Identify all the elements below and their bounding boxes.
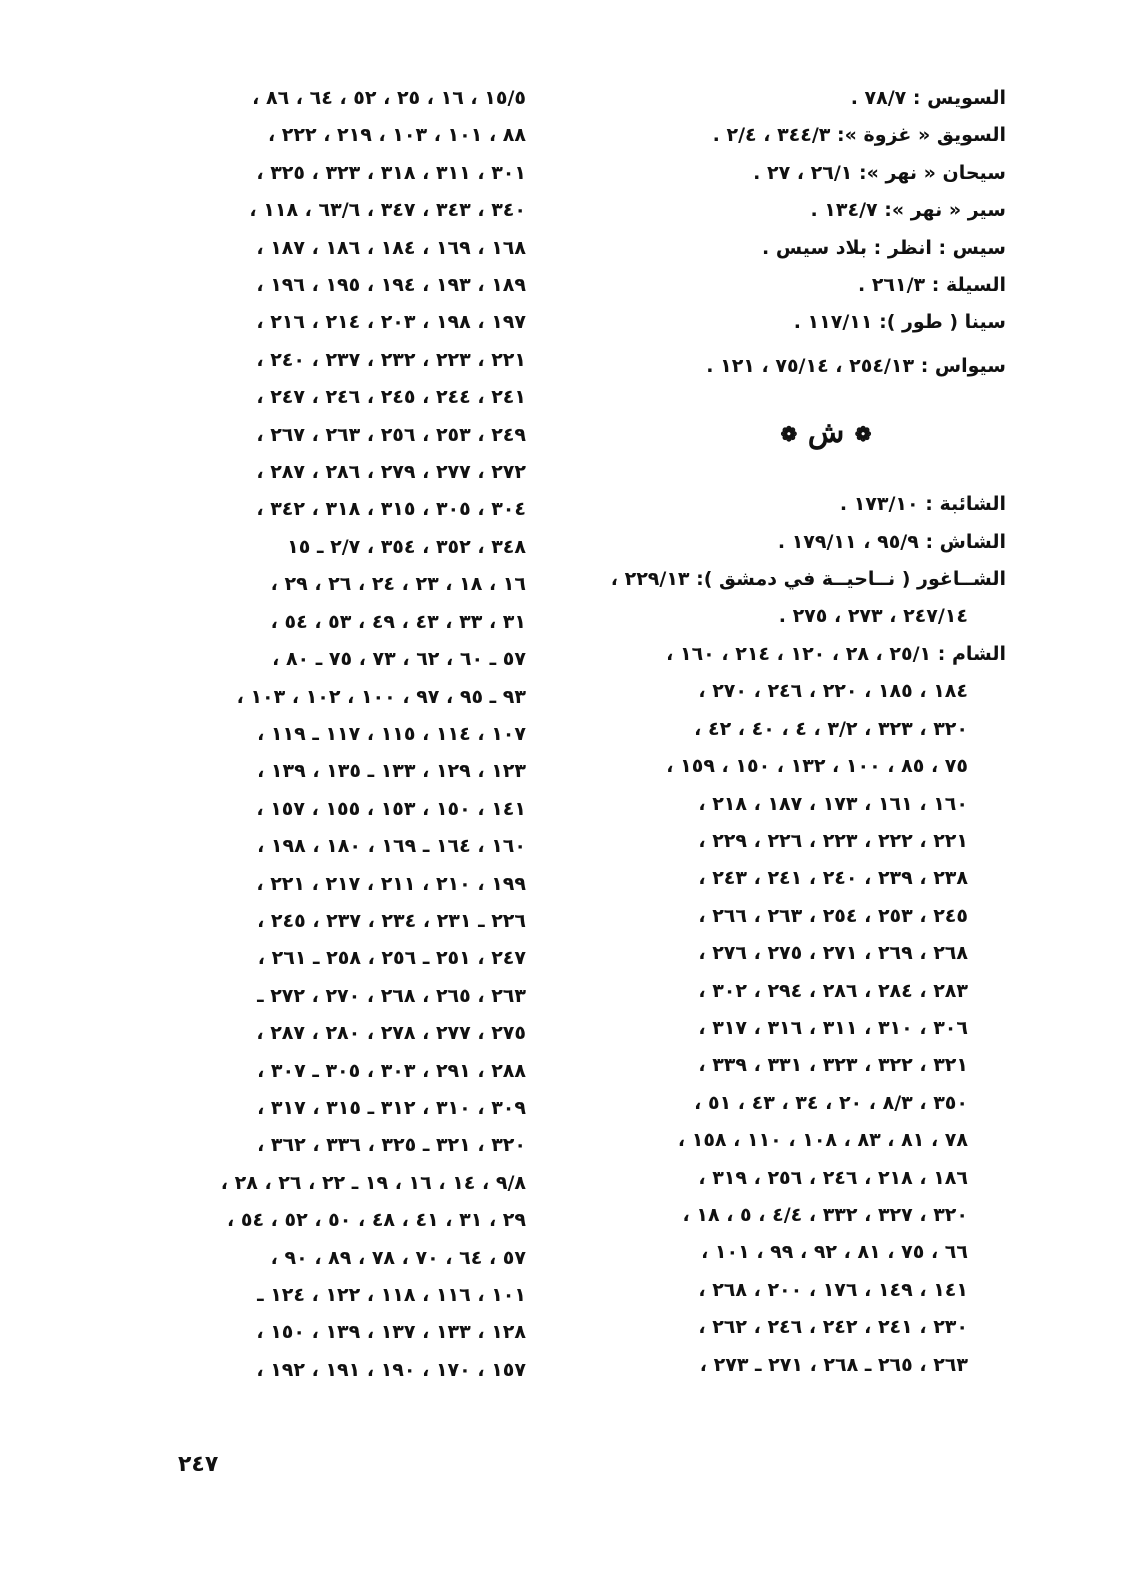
section-heading-shin	[586, 393, 1006, 474]
index-continuation-line: ٢٤٥ ، ٢٥٣ ، ٢٥٤ ، ٢٦٣ ، ٢٦٦ ،	[698, 904, 968, 927]
index-continuation-line: ٣٤٨ ، ٣٥٢ ، ٣٥٤ ، ٢/٧ ـ ١٥	[287, 535, 526, 558]
index-continuation-line: ٢٧٢ ، ٢٧٧ ، ٢٧٩ ، ٢٨٦ ، ٢٨٧ ،	[256, 461, 526, 484]
index-continuation-line: ١٤١ ، ١٥٠ ، ١٥٣ ، ١٥٥ ، ١٥٧ ،	[256, 797, 526, 820]
index-continuation-line: ١٤١ ، ١٤٩ ، ١٧٦ ، ٢٠٠ ، ٢٦٨ ،	[698, 1278, 968, 1301]
index-continuation-line: ١٥٧ ، ١٧٠ ، ١٩٠ ، ١٩١ ، ١٩٢ ،	[256, 1358, 526, 1381]
index-continuation-line: ١٦٠ ، ١٦٤ ـ ١٦٩ ، ١٨٠ ، ١٩٨ ،	[257, 835, 526, 858]
index-continuation-line: ١٢٣ ، ١٢٩ ، ١٣٣ ـ ١٣٥ ، ١٣٩ ،	[257, 760, 526, 783]
entry-sham-references	[126, 80, 526, 1389]
index-continuation-line: ٣٢٠ ، ٣٢١ ـ ٣٢٥ ، ٣٣٦ ، ٣٦٢ ،	[257, 1134, 526, 1157]
index-continuation-line: ١٦٠ ، ١٦١ ، ١٧٣ ، ١٨٧ ، ٢١٨ ،	[698, 792, 968, 815]
index-continuation-line: ٢٤٩ ، ٢٥٣ ، ٢٥٦ ، ٢٦٣ ، ٢٦٧ ،	[256, 423, 526, 446]
index-continuation-line: ٣٤٠ ، ٣٤٣ ، ٣٤٧ ، ٦٣/٦ ، ١١٨ ،	[249, 199, 526, 222]
index-continuation-line: ٢٧٥ ، ٢٧٧ ، ٢٧٨ ، ٢٨٠ ، ٢٨٧ ،	[256, 1022, 526, 1045]
section-letter: ش	[807, 415, 845, 451]
index-continuation-line: ١٠٧ ، ١١٤ ، ١١٥ ، ١١٧ ـ ١١٩ ،	[257, 722, 526, 745]
index-continuation-line: ٩/٨ ، ١٤ ، ١٦ ، ١٩ ـ ٢٢ ، ٢٦ ، ٢٨ ،	[220, 1171, 526, 1194]
index-entry: الشاش : ٩٥/٩ ، ١٧٩/١١ .	[777, 530, 1006, 553]
ornament-left-icon: ❁	[780, 422, 798, 447]
entry-shaghur-continued: ٢٤٧/١٤ ، ٢٧٣ ، ٢٧٥ .	[778, 605, 968, 628]
entry-shaghur: الشــاغور ( نــاحيــة في دمشق ): ٢٢٩/١٣ ،	[610, 568, 1006, 591]
index-continuation-line: ١٥/٥ ، ١٦ ، ٢٥ ، ٥٢ ، ٦٤ ، ٨٦ ،	[252, 87, 526, 109]
index-continuation-line: ٢٨٨ ، ٢٩١ ، ٣٠٣ ، ٣٠٥ ـ ٣٠٧ ،	[257, 1059, 526, 1082]
index-continuation-line: ٢٤٧ ، ٢٥١ ـ ٢٥٦ ، ٢٥٨ ـ ٢٦١ ،	[257, 947, 526, 970]
index-continuation-line: ٣٢٠ ، ٣٢٧ ، ٣٣٢ ، ٤/٤ ، ٥ ، ١٨ ،	[682, 1203, 968, 1226]
index-continuation-line: ٢٦٣ ، ٢٦٥ ـ ٢٦٨ ، ٢٧١ ـ ٢٧٣ ،	[699, 1353, 968, 1376]
index-continuation-line: ٣٥٠ ، ٨/٣ ، ٢٠ ، ٣٤ ، ٤٣ ، ٥١ ،	[694, 1091, 968, 1114]
entry-sham: الشام : ٢٥/١ ، ٢٨ ، ١٢٠ ، ٢١٤ ، ١٦٠ ،	[666, 642, 1006, 665]
left-column	[126, 80, 526, 1389]
index-entry: سيحان « نهر »: ٢٦/١ ، ٢٧ .	[753, 161, 1006, 184]
index-continuation-line: ٧٨ ، ٨١ ، ٨٣ ، ١٠٨ ، ١١٠ ، ١٥٨ ،	[677, 1129, 968, 1152]
entry-sham-continued	[586, 673, 1006, 1384]
index-continuation-line: ٢٢١ ، ٢٢٣ ، ٢٣٢ ، ٢٣٧ ، ٢٤٠ ،	[256, 348, 526, 371]
index-entry: السويس : ٧٨/٧ .	[850, 87, 1006, 109]
index-continuation-line: ٢٨٣ ، ٢٨٤ ، ٢٨٦ ، ٢٩٤ ، ٣٠٢ ،	[698, 979, 968, 1002]
index-continuation-line: ٣٠٤ ، ٣٠٥ ، ٣١٥ ، ٣١٨ ، ٣٤٢ ،	[256, 498, 526, 521]
page-number: ٢٤٧	[178, 1452, 219, 1477]
index-continuation-line: ٣٠٦ ، ٣١٠ ، ٣١١ ، ٣١٦ ، ٣١٧ ،	[698, 1016, 968, 1039]
index-continuation-line: ٢٢١ ، ٢٢٢ ، ٢٢٣ ، ٢٢٦ ، ٢٢٩ ،	[698, 829, 968, 852]
index-continuation-line: ٥٧ ، ٦٤ ، ٧٠ ، ٧٨ ، ٨٩ ، ٩٠ ،	[270, 1246, 526, 1269]
index-continuation-line: ١٨٩ ، ١٩٣ ، ١٩٤ ، ١٩٥ ، ١٩٦ ،	[256, 274, 526, 297]
index-entry: الشائبة : ١٧٣/١٠ .	[839, 493, 1006, 516]
index-continuation-line: ٨٨ ، ١٠١ ، ١٠٣ ، ٢١٩ ، ٢٢٢ ،	[267, 124, 526, 147]
index-continuation-line: ٣٠١ ، ٣١١ ، ٣١٨ ، ٣٢٣ ، ٣٢٥ ،	[256, 161, 526, 184]
index-continuation-line: ١٢٨ ، ١٣٣ ، ١٣٧ ، ١٣٩ ، ١٥٠ ،	[256, 1321, 526, 1344]
entries-sin-group	[586, 80, 1006, 342]
index-continuation-line: ١٨٦ ، ٢١٨ ، ٢٤٦ ، ٢٥٦ ، ٣١٩ ،	[698, 1166, 968, 1189]
index-continuation-line: ٣٠٩ ، ٣١٠ ، ٣١٢ ـ ٣١٥ ، ٣١٧ ،	[257, 1096, 526, 1119]
index-continuation-line: ٢٦٨ ، ٢٦٩ ، ٢٧١ ، ٢٧٥ ، ٢٧٦ ،	[698, 942, 968, 965]
index-continuation-line: ٢٣٨ ، ٢٣٩ ، ٢٤٠ ، ٢٤١ ، ٢٤٣ ،	[698, 867, 968, 890]
index-continuation-line: ٣٢٠ ، ٣٢٣ ، ٣/٢ ، ٤ ، ٤٠ ، ٤٢ ،	[694, 717, 968, 740]
index-continuation-line: ١٦٨ ، ١٦٩ ، ١٨٤ ، ١٨٦ ، ١٨٧ ،	[256, 236, 526, 259]
index-continuation-line: ٢٩ ، ٣١ ، ٤١ ، ٤٨ ، ٥٠ ، ٥٢ ، ٥٤ ،	[227, 1209, 526, 1232]
index-continuation-line: ١٨٤ ، ١٨٥ ، ٢٢٠ ، ٢٤٦ ، ٢٧٠ ،	[698, 680, 968, 703]
index-continuation-line: ١٠١ ، ١١٦ ، ١١٨ ، ١٢٢ ، ١٢٤ ـ	[257, 1284, 526, 1306]
index-continuation-line: ١٦ ، ١٨ ، ٢٣ ، ٢٤ ، ٢٦ ، ٢٩ ،	[270, 573, 526, 596]
index-entry: سينا ( طور ): ١١٧/١١ .	[793, 311, 1006, 334]
index-continuation-line: ٢٣٠ ، ٢٤١ ، ٢٤٢ ، ٢٤٦ ، ٢٦٢ ،	[698, 1316, 968, 1339]
index-continuation-line: ٢٢٦ ـ ٢٣١ ، ٢٣٤ ، ٢٣٧ ، ٢٤٥ ،	[257, 909, 526, 932]
index-continuation-line: ٦٦ ، ٧٥ ، ٨١ ، ٩٢ ، ٩٩ ، ١٠١ ،	[701, 1241, 968, 1264]
right-column	[586, 80, 1006, 1384]
index-continuation-line: ٢٤١ ، ٢٤٤ ، ٢٤٥ ، ٢٤٦ ، ٢٤٧ ،	[256, 386, 526, 409]
index-continuation-line: ٩٣ ـ ٩٥ ، ٩٧ ، ١٠٠ ، ١٠٢ ، ١٠٣ ،	[236, 685, 526, 708]
ornament-right-icon: ❁	[854, 422, 872, 447]
index-continuation-line: ٣٢١ ، ٣٢٢ ، ٣٢٣ ، ٣٣١ ، ٣٣٩ ،	[698, 1054, 968, 1077]
entries-shin-group	[586, 486, 1006, 561]
index-continuation-line: ٧٥ ، ٨٥ ، ١٠٠ ، ١٣٢ ، ١٥٠ ، ١٥٩ ،	[666, 755, 968, 778]
index-entry: السيلة : ٢٦١/٣ .	[857, 274, 1006, 297]
index-continuation-line: ٥٧ ـ ٦٠ ، ٦٢ ، ٧٣ ، ٧٥ ـ ٨٠ ،	[272, 648, 526, 671]
index-continuation-line: ١٩٩ ، ٢١٠ ، ٢١١ ، ٢١٧ ، ٢٢١ ،	[256, 872, 526, 895]
index-continuation-line: ٣١ ، ٣٣ ، ٤٣ ، ٤٩ ، ٥٣ ، ٥٤ ،	[270, 610, 526, 633]
entry-siwas: سيواس : ٢٥٤/١٣ ، ٧٥/١٤ ، ١٢١ .	[706, 354, 1006, 377]
index-entry: السويق « غزوة »: ٣٤٤/٣ ، ٢/٤ .	[712, 124, 1006, 147]
index-continuation-line: ١٩٧ ، ١٩٨ ، ٢٠٣ ، ٢١٤ ، ٢١٦ ،	[256, 311, 526, 334]
index-continuation-line: ٢٦٣ ، ٢٦٥ ، ٢٦٨ ، ٢٧٠ ، ٢٧٢ ـ	[257, 984, 526, 1007]
index-entry: سير « نهر »: ١٣٤/٧ .	[810, 199, 1006, 222]
index-entry: سيس : انظر : بلاد سيس .	[762, 236, 1006, 259]
